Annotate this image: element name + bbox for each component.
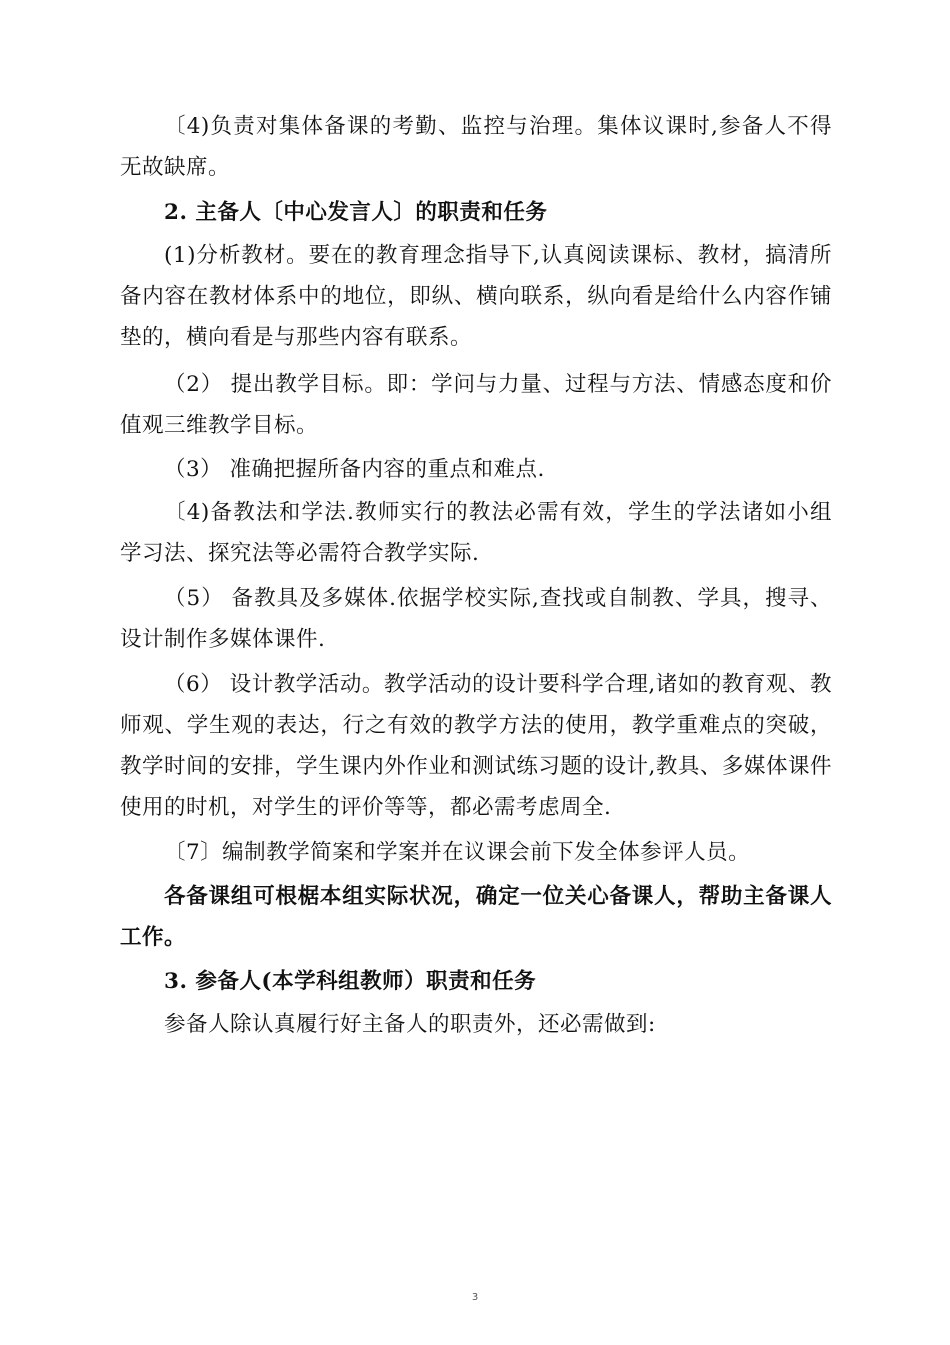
paragraph-teaching-goals: （2） 提出教学目标。即：学问与力量、过程与方法、情感态度和价值观三维教学目标。 — [120, 372, 832, 438]
page-number: 3 — [471, 1292, 479, 1303]
paragraph-teaching-activities: （6） 设计教学活动。教学活动的设计要科学合理,诸如的教育观、教师观、学生观的表达，行之有效的教学方法的使用，教学重难点的突破， 教学时间的安排，学生课内外作业和测试练习题的设计,教具、多媒体课件使用的时机，对学生的评价等等，都必需考虑周全. — [120, 672, 832, 820]
paragraph-participant-duties: 参备人除认真履行好主备人的职责外，还必需做到: — [164, 1012, 656, 1037]
heading-main-preparer: 2. 主备人〔中心发言人〕的职责和任务 — [164, 200, 548, 225]
paragraph-attendance: 〔4)负责对集体备课的考勤、监控与治理。集体议课时,参备人不得无故缺席。 — [120, 114, 832, 180]
paragraph-teaching-aids: （5） 备教具及多媒体.依据学校实际,查找或自制教、学具，搜寻、设计制作多媒体课件. — [120, 586, 832, 652]
paragraph-teaching-methods: 〔4)备教法和学法.教师实行的教法必需有效，学生的学法诸如小组学习法、探究法等必需符合教学实际. — [120, 500, 832, 566]
paragraph-key-points: （3） 准确把握所备内容的重点和难点. — [164, 457, 545, 482]
paragraph-assistant-preparer: 各备课组可根椐本组实际状况，确定一位关心备课人，帮助主备课人工作。 — [120, 884, 832, 950]
heading-participants: 3. 参备人(本学科组教师）职责和任务 — [164, 969, 537, 994]
paragraph-lesson-plans: 〔7〕编制教学简案和学案并在议课会前下发全体参评人员。 — [164, 840, 751, 865]
paragraph-analyze-materials: (1)分析教材。要在的教育理念指导下,认真阅读课标、教材，搞清所备内容在教材体系中的地位，即纵、横向联系，纵向看是给什么内容作铺垫的，横向看是与那些内容有联系。 — [120, 243, 832, 350]
